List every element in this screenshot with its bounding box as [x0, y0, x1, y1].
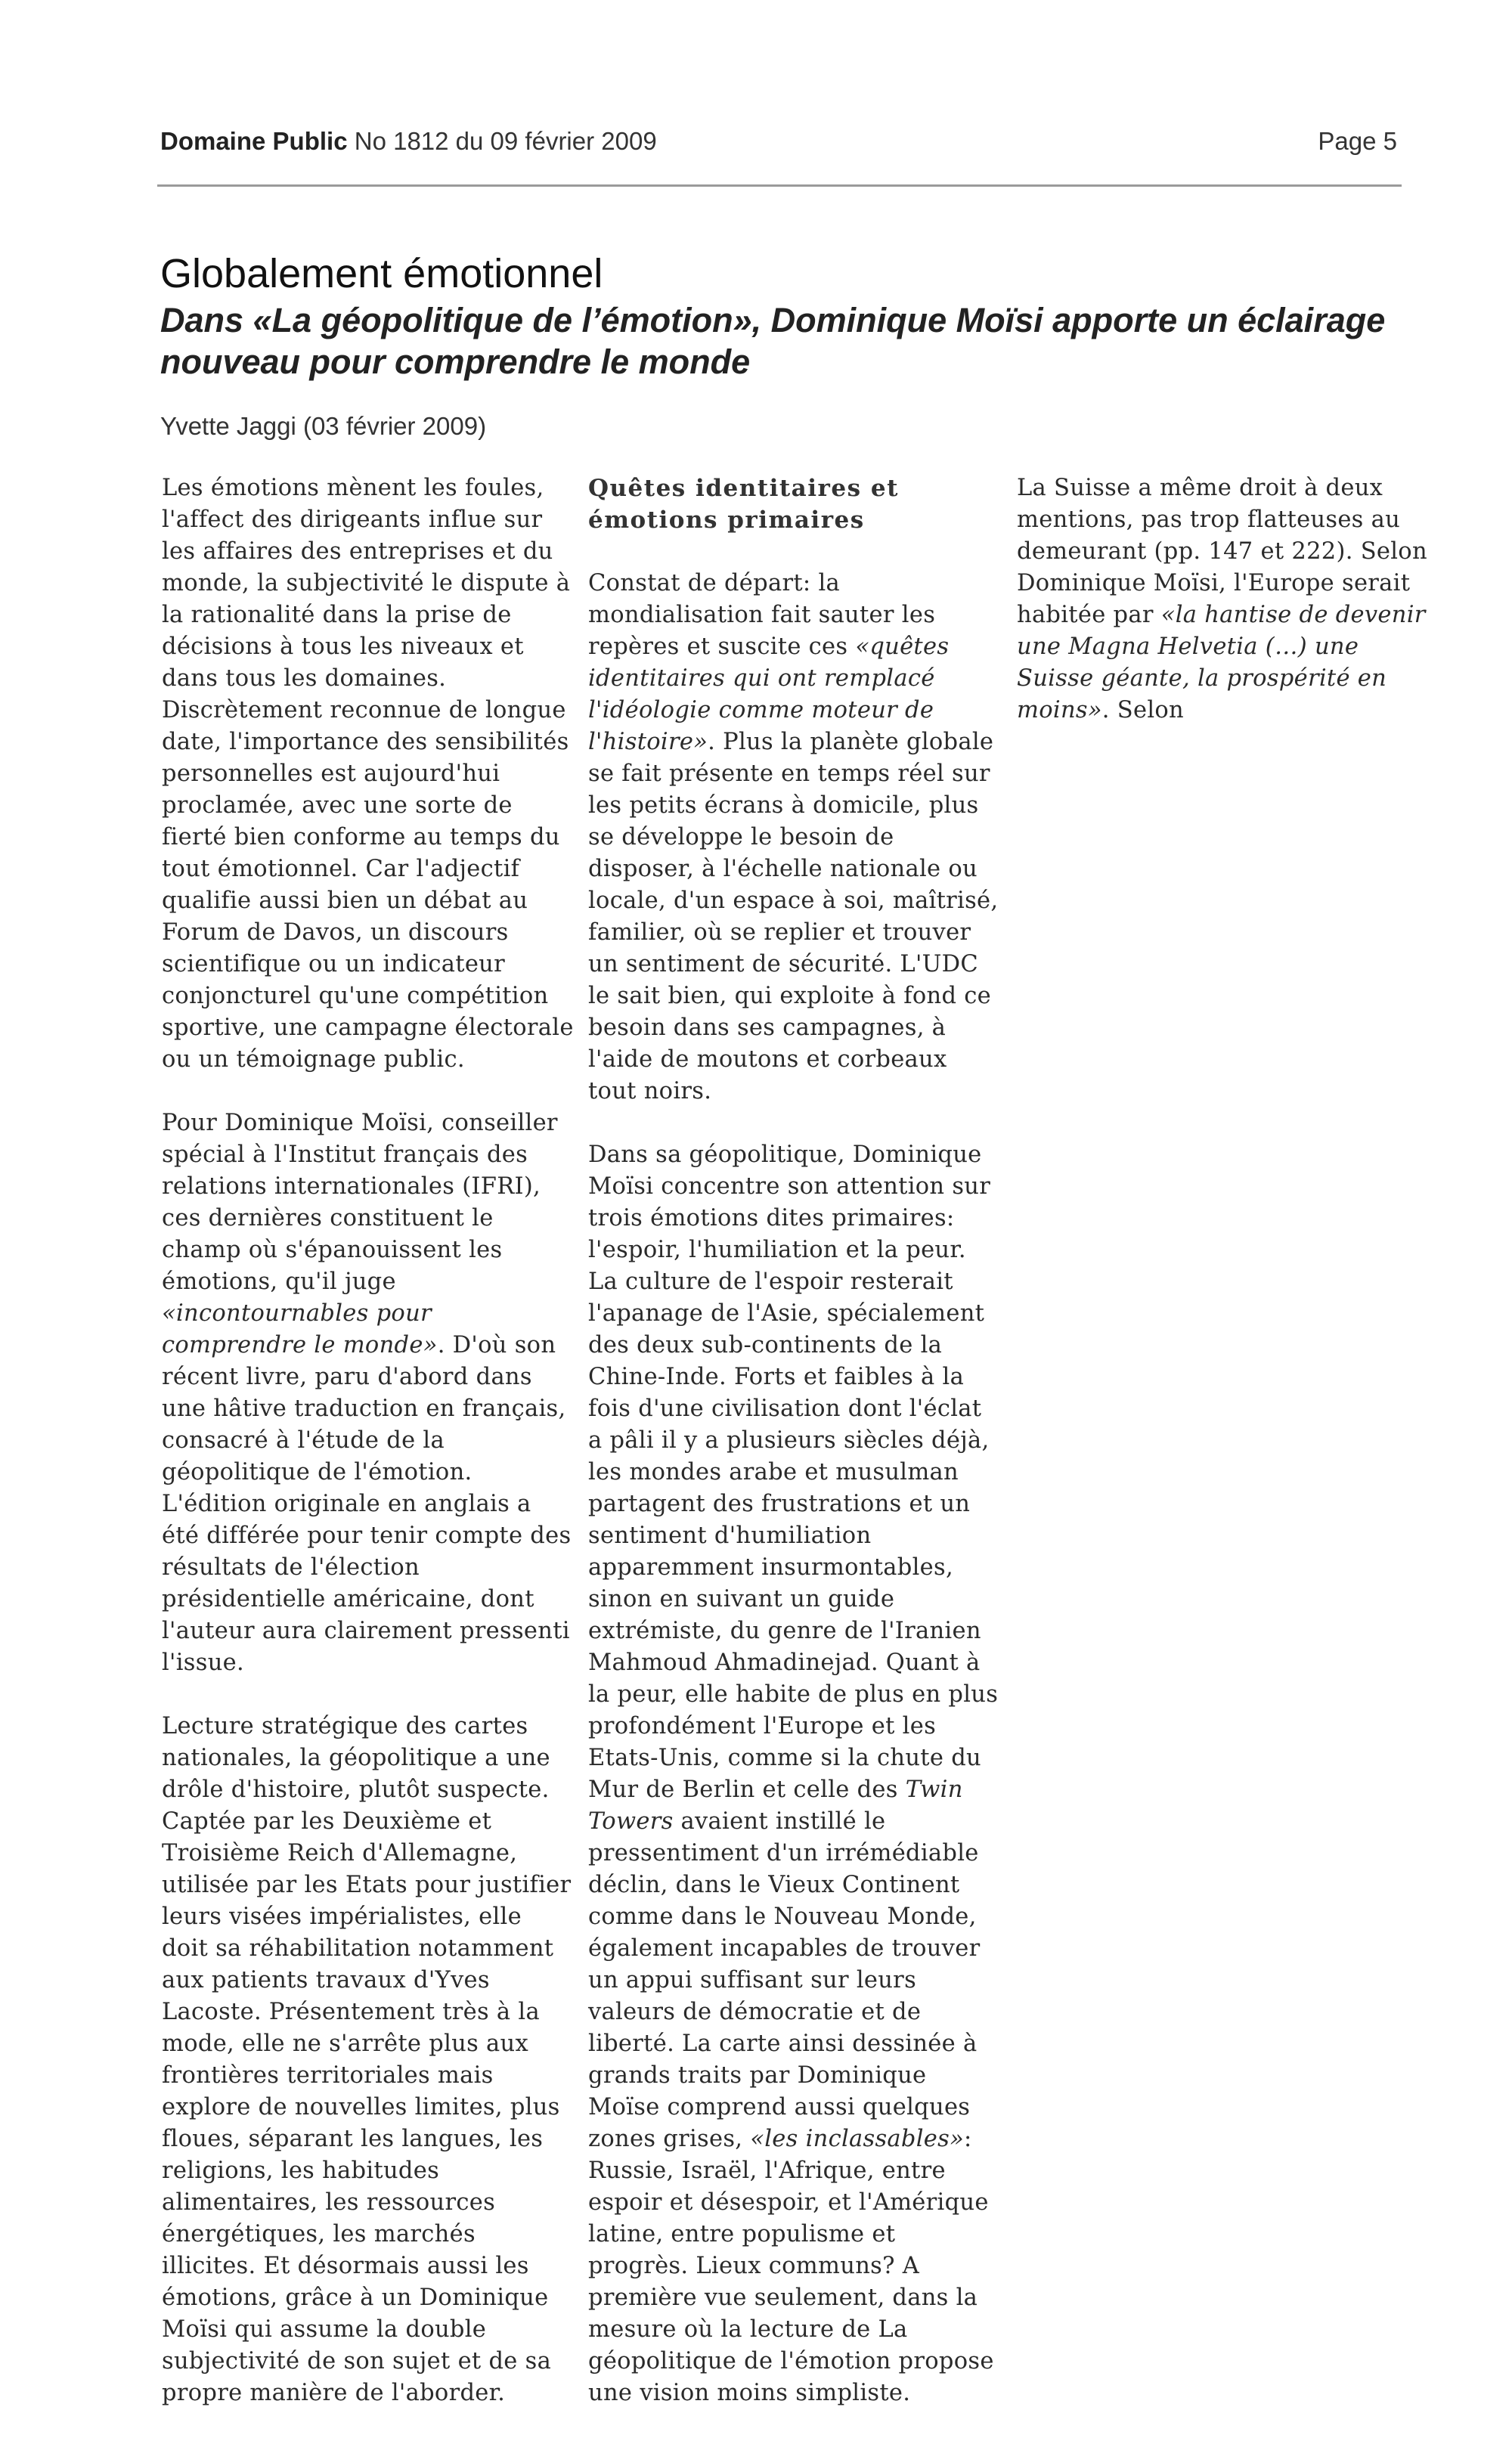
text-column-2	[588, 472, 1000, 2441]
article-subtitle: Dans «La géopolitique de l’émotion», Dominique Moïsi apporte un éclairage nouveau pour comprendre le monde	[160, 301, 1386, 381]
paragraph-6-text-b: . Selon	[1101, 697, 1184, 723]
paragraph-3: Lecture stratégique des cartes nationales, la géopolitique a une drôle d'histoire, plutôt suspecte. Captée par les Deuxième et Troisième Reich d'Allemagne, utilisée par les Etats pour justifier leurs visées impérialistes, elle doit sa réhabilitation notamment aux patients travaux d'Yves Lacoste. Présentement très à la mode, elle ne s'arrête plus aux frontières territoriales mais explore de nouvelles limites, plus floues, séparant les langues, les religions, les habitudes alimentaires, les ressources énergétiques, les marchés illicites. Et désormais aussi les émotions, grâce à un Dominique Moïsi qui assume la double subjectivité de son sujet et de sa propre manière de l'aborder.	[162, 1713, 572, 2406]
article-byline: Yvette Jaggi (03 février 2009)	[160, 412, 487, 440]
publication-name: Domaine Public	[160, 127, 348, 155]
issue-number: No 1812 du 09 février 2009	[354, 127, 657, 155]
paragraph-5-twin-towers: Twin Towers	[588, 1777, 963, 1835]
text-column-1	[162, 472, 574, 2441]
section-heading: Quêtes identitaires et émotions primaires	[588, 475, 899, 534]
paragraph-4	[588, 568, 1000, 1107]
page-number: Page 5	[1318, 127, 1397, 155]
paragraph-6-text-a: La Suisse a même droit à deux mentions, pas trop flatteuses au demeurant (pp. 147 et 222). Selon Dominique Moïsi, l'Europe serait habitée par	[1017, 475, 1427, 628]
paragraph-5	[588, 1139, 1000, 2409]
paragraph-2	[162, 1107, 574, 1679]
text-column-3	[1017, 472, 1429, 758]
paragraph-5-quote: «les inclassables»	[750, 2126, 965, 2152]
paragraph-5-text-c: : Russie, Israël, l'Afrique, entre espoir et désespoir, et l'Amérique latine, entre populisme et progrès. Lieux communs? A première vue seulement, dans la mesure où la lecture de La géopolitique de l'émotion propose une vision moins simpliste.	[588, 2126, 994, 2406]
header-divider	[157, 184, 1402, 187]
paragraph-6-quote: «la hantise de devenir une Magna Helvetia (…) une Suisse géante, la prospérité en moins»	[1017, 602, 1426, 723]
running-header	[160, 122, 1397, 160]
paragraph-1: Les émotions mènent les foules, l'affect des dirigeants influe sur les affaires des entreprises et du monde, la subjectivité le dispute à la rationalité dans la prise de décisions à tous les niveaux et dans tous les domaines. Discrètement reconnue de longue date, l'importance des sensibilités personnelles est aujourd'hui proclamée, avec une sorte de fierté bien conforme au temps du tout émotionnel. Car l'adjectif qualifie aussi bien un débat au Forum de Davos, un discours scientifique ou un indicateur conjoncturel qu'une compétition sportive, une campagne électorale ou un témoignage public.	[162, 475, 574, 1073]
issue-line	[160, 127, 657, 156]
paragraph-4-text-b: . Plus la planète globale se fait présente en temps réel sur les petits écrans à domicile, plus se développe le besoin de disposer, à l'échelle nationale ou locale, d'un espace à soi, maîtrisé, familier, où se replier et trouver un sentiment de sécurité. L'UDC le sait bien, qui exploite à fond ce besoin dans ses campagnes, à l'aide de moutons et corbeaux tout noirs.	[588, 729, 999, 1104]
article-title: Globalement émotionnel	[160, 251, 603, 296]
paragraph-6	[1017, 472, 1429, 726]
paragraph-5-text-a: Dans sa géopolitique, Dominique Moïsi concentre son attention sur trois émotions dites primaires: l'espoir, l'humiliation et la peur. La culture de l'espoir resterait l'apanage de l'Asie, spécialement des deux sub-continents de la Chine-Inde. Forts et faibles à la fois d'une civilisation dont l'éclat a pâli il y a plusieurs siècles déjà, les mondes arabe et musulman partagent des frustrations et un sentiment d'humiliation apparemment insurmontables, sinon en suivant un guide extrémiste, du genre de l'Iranien Mahmoud Ahmadinejad. Quant à la peur, elle habite de plus en plus profondément l'Europe et les Etats-Unis, comme si la chute du Mur de Berlin et celle des	[588, 1142, 999, 1803]
paragraph-5-text-b: avaient instillé le pressentiment d'un irrémédiable déclin, dans le Vieux Continent comme dans le Nouveau Monde, également incapables de trouver un appui suffisant sur leurs valeurs de démocratie et de liberté. La carte ainsi dessinée à grands traits par Dominique Moïse comprend aussi quelques zones grises,	[588, 1808, 981, 2152]
paragraph-4-text-a: Constat de départ: la mondialisation fait sauter les repères et suscite ces	[588, 570, 936, 660]
paragraph-2-text-b: . D'où son récent livre, paru d'abord dans une hâtive traduction en français, consacré à l'étude de la géopolitique de l'émotion. L'édition originale en anglais a été différée pour tenir compte des résultats de l'élection présidentielle américaine, dont l'auteur aura clairement pressenti l'issue.	[162, 1332, 572, 1676]
paragraph-2-text-a: Pour Dominique Moïsi, conseiller spécial à l'Institut français des relations internationales (IFRI), ces dernières constituent le champ où s'épanouissent les émotions, qu'il juge	[162, 1110, 558, 1295]
paragraph-4-quote: «quêtes identitaires qui ont remplacé l'idéologie comme moteur de l'histoire»	[588, 633, 950, 755]
paragraph-2-quote: «incontournables pour comprendre le monde»	[162, 1300, 438, 1358]
